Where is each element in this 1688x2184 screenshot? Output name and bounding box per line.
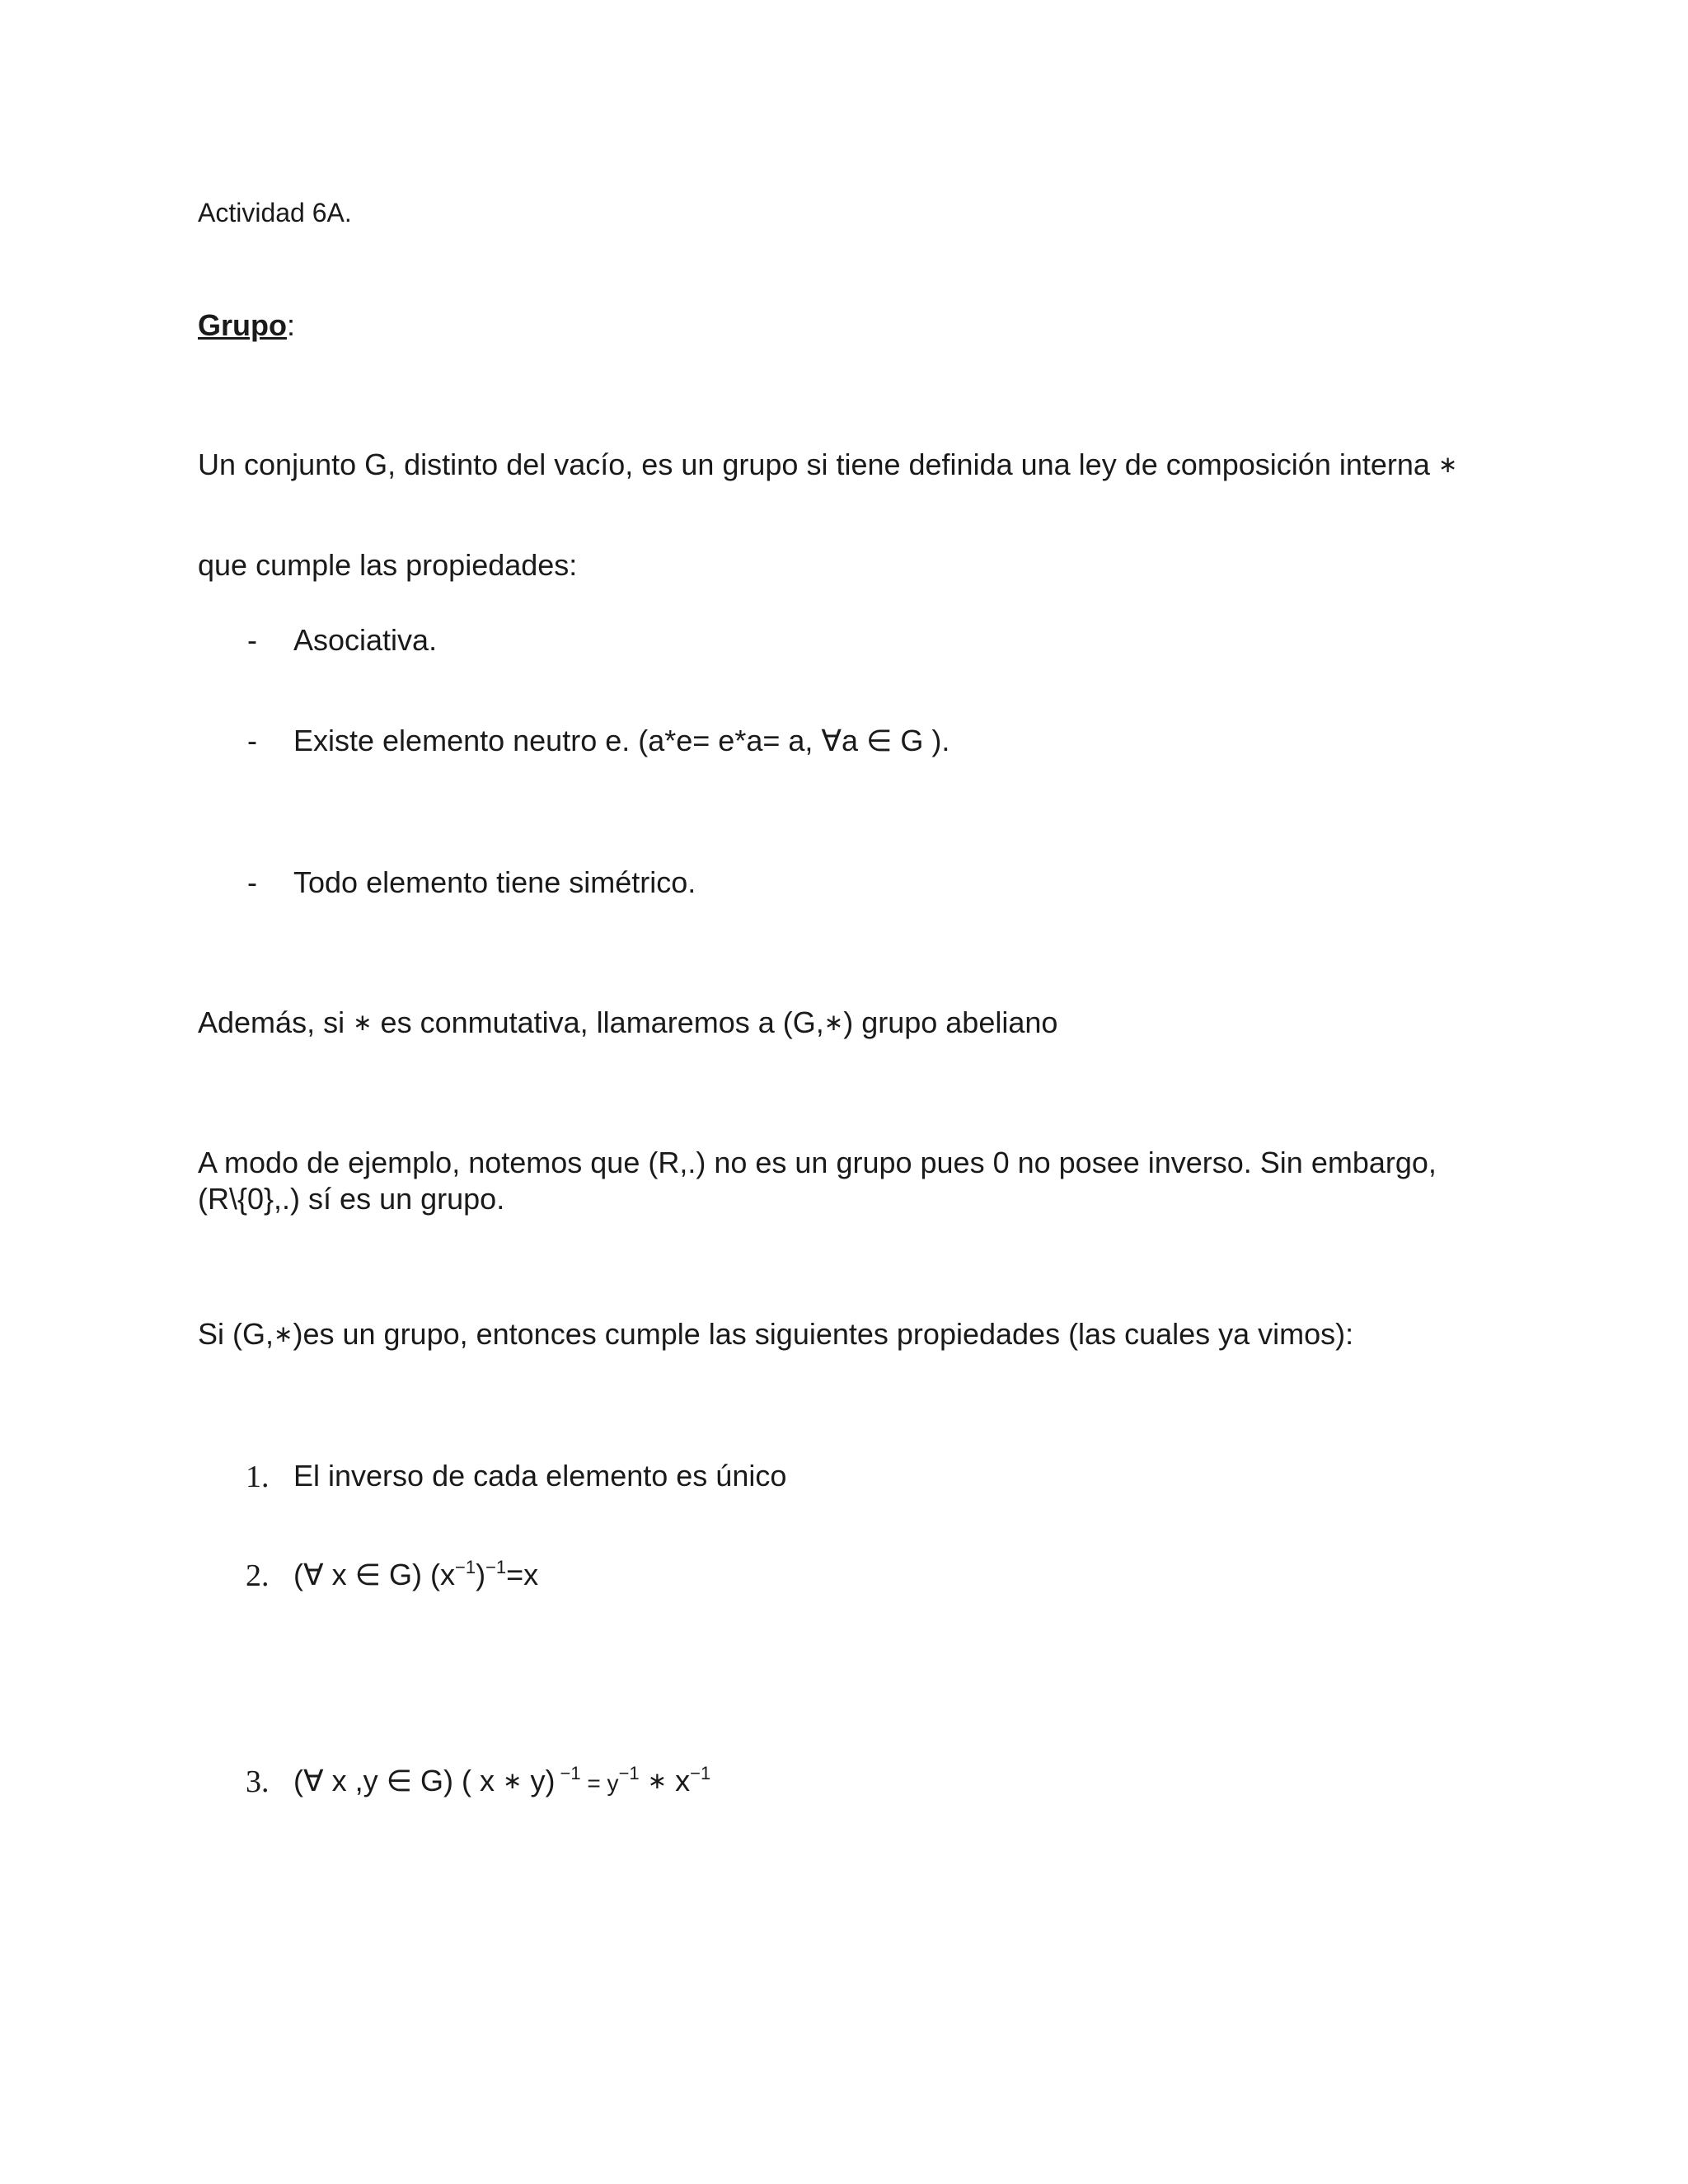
property-text: Existe elemento neutro e. (a*e= e*a= a, ∀a ∈ G ). bbox=[293, 724, 950, 757]
formula-part: x bbox=[667, 1764, 691, 1797]
item-number: 3. bbox=[246, 1765, 270, 1799]
property-text: Asociativa. bbox=[293, 623, 438, 657]
definition-text: Un conjunto G, distinto del vacío, es un grupo si tiene definida una ley de composición interna bbox=[198, 448, 1438, 481]
example-line-1: A modo de ejemplo, notemos que (R,.) no es un grupo pues 0 no posee inverso. Sin embargo, bbox=[198, 1146, 1437, 1179]
exponent: −1 bbox=[690, 1763, 711, 1783]
operator-symbol: ∗ bbox=[823, 1010, 844, 1035]
intro-text-1: Si (G, bbox=[198, 1317, 274, 1351]
formula-part: ) bbox=[476, 1558, 486, 1591]
operator-symbol: ∗ bbox=[1437, 452, 1458, 477]
property-text: Todo elemento tiene simétrico. bbox=[293, 865, 696, 899]
formula-part: (∀ x ∈ G) (x bbox=[293, 1558, 455, 1591]
bullet-marker: - bbox=[247, 623, 257, 657]
numbered-item-text: El inverso de cada elemento es único bbox=[293, 1459, 787, 1493]
operator-symbol: ∗ bbox=[647, 1768, 668, 1793]
abelian-text-2: es conmutativa, llamaremos a (G, bbox=[372, 1005, 824, 1039]
activity-title: Actividad 6A. bbox=[198, 198, 352, 227]
numbered-item-formula bbox=[293, 1558, 538, 1592]
operator-symbol: ∗ bbox=[274, 1321, 293, 1347]
formula-part: = y bbox=[580, 1770, 619, 1796]
formula-part bbox=[640, 1764, 648, 1797]
abelian-text-1: Además, si bbox=[198, 1005, 354, 1039]
intro-text-2: )es un grupo, entonces cumple las siguientes propiedades (las cuales ya vimos): bbox=[293, 1317, 1354, 1351]
item-number: 2. bbox=[246, 1558, 270, 1593]
example-line-2: (R\{0},.) sí es un grupo. bbox=[198, 1182, 505, 1216]
example-paragraph bbox=[198, 1145, 1437, 1217]
bullet-marker: - bbox=[247, 865, 257, 899]
exponent: −1 bbox=[454, 1557, 476, 1577]
operator-symbol: ∗ bbox=[353, 1010, 373, 1035]
exponent: −1 bbox=[485, 1557, 507, 1577]
definition-line-1 bbox=[198, 447, 1457, 483]
definition-line-2: que cumple las propiedades: bbox=[198, 548, 578, 582]
numbered-item-formula bbox=[293, 1764, 710, 1798]
operator-symbol: ∗ bbox=[502, 1768, 523, 1793]
bullet-marker: - bbox=[247, 724, 257, 757]
section-heading bbox=[198, 307, 295, 344]
abelian-text-3: ) grupo abeliano bbox=[843, 1005, 1058, 1039]
item-number: 1. bbox=[246, 1460, 270, 1494]
exponent: −1 bbox=[555, 1763, 581, 1783]
formula-part: y) bbox=[522, 1764, 556, 1797]
exponent: −1 bbox=[618, 1763, 640, 1783]
formula-part: =x bbox=[506, 1558, 539, 1591]
abelian-paragraph bbox=[198, 1005, 1057, 1041]
formula-part: (∀ x ,y ∈ G) ( x bbox=[293, 1764, 503, 1797]
heading-colon: : bbox=[286, 308, 295, 342]
heading-title: Grupo bbox=[198, 308, 287, 342]
properties-intro bbox=[198, 1316, 1353, 1352]
